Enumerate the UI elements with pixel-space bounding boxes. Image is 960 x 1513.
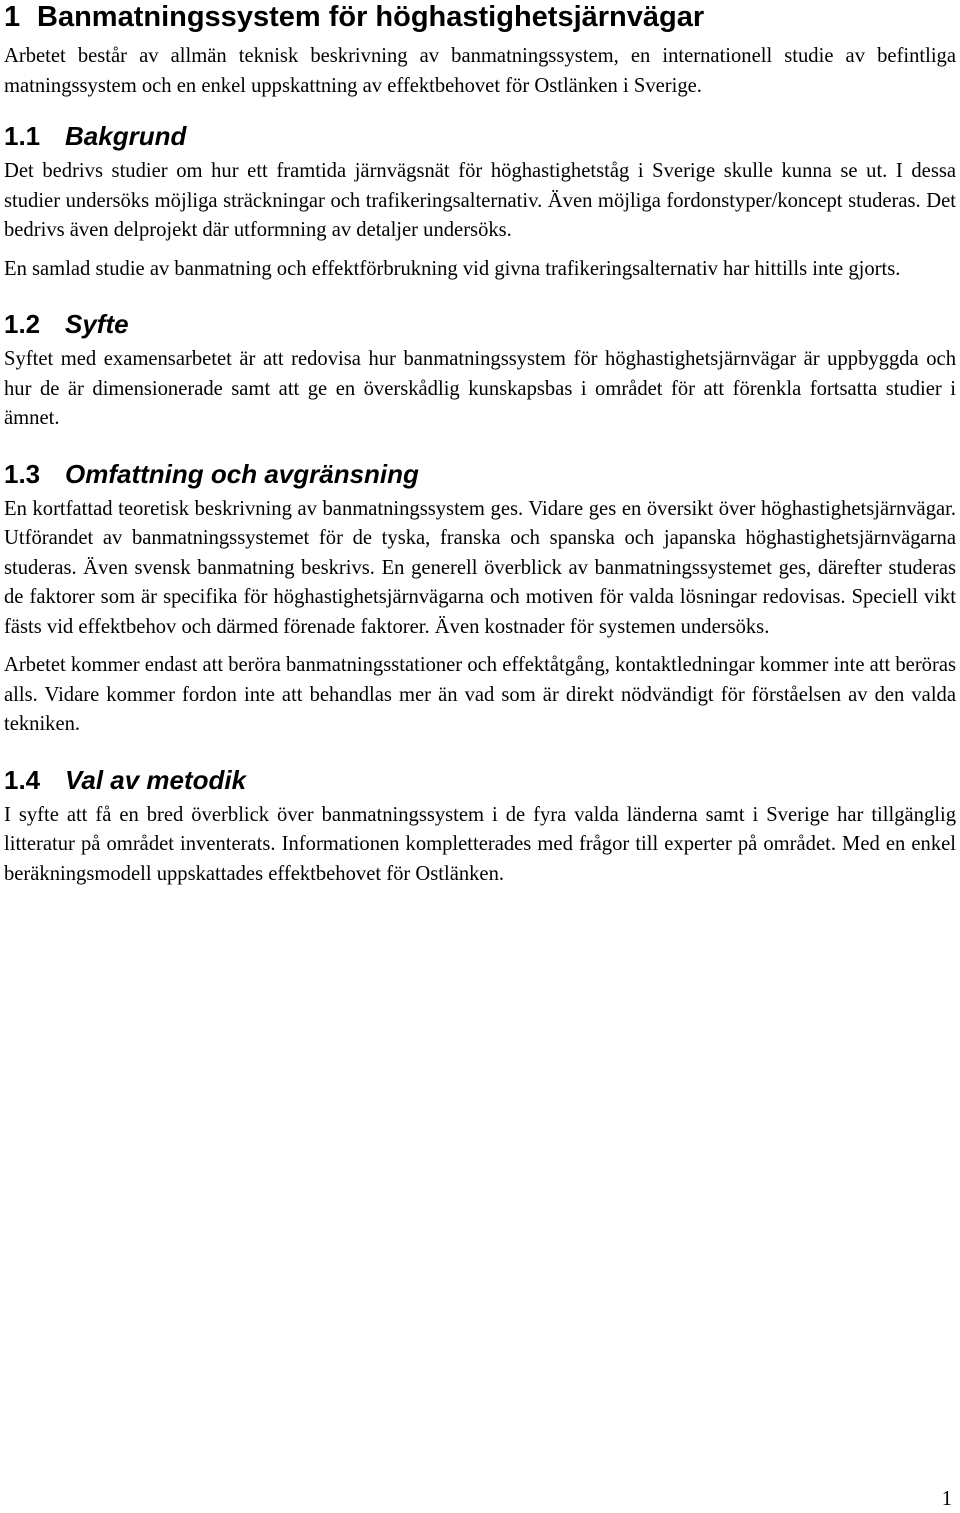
- document-page: [4, 0, 956, 889]
- paragraph: En samlad studie av banmatning och effektförbrukning vid givna trafikeringsalternativ har hittills inte gjorts.: [4, 257, 901, 280]
- chapter-heading: [4, 0, 956, 34]
- section-number: 1.2: [4, 309, 41, 339]
- section-title: Syfte: [65, 309, 129, 339]
- page-number: 1: [941, 1488, 952, 1510]
- section-title: Bakgrund: [65, 121, 187, 151]
- section-heading-omfattning: [4, 459, 956, 489]
- section-title: Omfattning och avgränsning: [65, 458, 419, 489]
- section-number: 1.3: [4, 458, 41, 489]
- section-number: 1.1: [4, 121, 41, 151]
- section-number: 1.4: [4, 764, 41, 795]
- chapter-intro: Arbetet består av allmän teknisk beskrivning av banmatningssystem, en internationell studie av befintliga matningssystem och en enkel uppskattning av effektbehovet för Ostlänken i Sverige.: [4, 45, 956, 97]
- paragraph: I syfte att få en bred överblick över banmatningssystem i de fyra valda länderna samt i Sverige har tillgänglig litteratur på området inventerats. Informationen kompletterades med frågor till experter på området. Med en enkel beräkningsmodell uppskattades effektbehovet för Ostlänken.: [4, 803, 956, 885]
- chapter-title: Banmatningssystem för höghastighetsjärnvägar: [37, 1, 705, 33]
- paragraph: Arbetet kommer endast att beröra banmatningsstationer och effektåtgång, kontaktledningar kommer inte att beröras alls. Vidare kommer fordon inte att behandlas mer än vad som är direkt nödvändigt för förståelsen av den valda tekniken.: [4, 654, 956, 735]
- section-heading-syfte: [4, 309, 956, 339]
- chapter-number: 1: [4, 1, 21, 33]
- section-heading-metodik: [4, 765, 956, 795]
- paragraph: Syftet med examensarbetet är att redovisa hur banmatningssystem för höghastighetsjärnvägar är uppbyggda och hur de är dimensionerade samt att ge en överskådlig kunskapsbas i området för att förenkla fortsatta studier i ämnet.: [4, 348, 956, 429]
- section-title: Val av metodik: [65, 764, 247, 795]
- paragraph: En kortfattad teoretisk beskrivning av banmatningssystem ges. Vidare ges en översikt över höghastighetsjärnvägar. Utförandet av banmatningssystemet för de tyska, franska och spanska och japanska höghastighetsjärnvägarna studeras. Även svensk banmatning beskrivs. En generell överblick av banmatningssystemet ges, därefter studeras de faktorer som är specifika för höghastighetsjärnvägarna och motiven för valda lösningar redovisas. Speciell vikt fästs vid effektbehov och därmed förenade faktorer. Även kostnader för systemen undersöks.: [4, 497, 956, 638]
- section-heading-bakgrund: [4, 121, 956, 151]
- paragraph: Det bedrivs studier om hur ett framtida järnvägsnät för höghastighetståg i Sverige skulle kunna se ut. I dessa studier undersöks möjliga sträckningar och trafikeringsalternativ. Även möjliga fordonstyper/koncept studeras. Det bedrivs även delprojekt där utformning av detaljer undersöks.: [4, 160, 956, 241]
